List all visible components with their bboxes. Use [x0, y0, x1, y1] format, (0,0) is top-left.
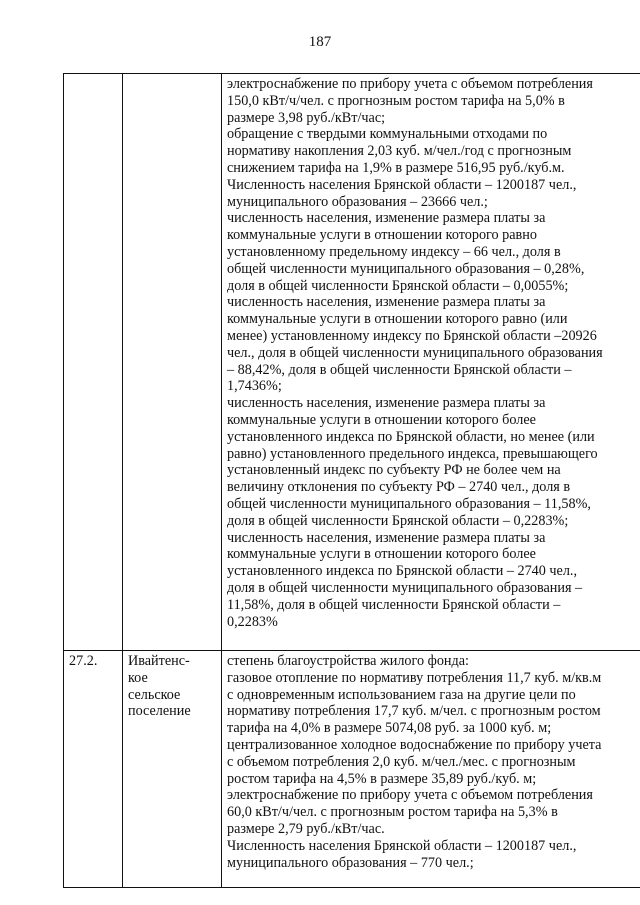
description-line: общей численности муниципального образования – 0,28%,: [227, 260, 585, 277]
description-line: 60,0 кВт/ч/чел. с прогнозным ростом тарифа на 5,3% в: [227, 804, 558, 821]
description-line: Численность населения Брянской области – 1200187 чел.,: [227, 176, 577, 193]
description-line: обращение с твердыми коммунальными отходами по: [227, 126, 548, 143]
municipality-cell: [123, 651, 222, 888]
municipality-name-line: кое: [128, 669, 148, 686]
description-line: тарифа на 4,0% в размере 5074,08 руб. за 1000 куб. м;: [227, 720, 552, 737]
description-line: численность населения, изменение размера платы за: [227, 395, 546, 412]
description-line: электроснабжение по прибору учета с объемом потребления: [227, 787, 593, 804]
municipality-name-line: сельское: [128, 686, 181, 703]
description-line: электроснабжение по прибору учета с объемом потребления: [227, 76, 593, 92]
description-line: степень благоустройства жилого фонда:: [227, 653, 469, 669]
description-line: 150,0 кВт/ч/чел. с прогнозным ростом тарифа на 5,0% в: [227, 92, 565, 109]
description-cell: [222, 651, 640, 888]
description-line: доля в общей численности Брянской области – 0,2283%;: [227, 512, 569, 529]
page-number: 187: [308, 34, 332, 50]
municipality-name-line: Ивайтенс-: [128, 653, 190, 669]
description-line: нормативу накопления 2,03 куб. м/чел./год с прогнозным: [227, 143, 572, 160]
description-line: 11,58%, доля в общей численности Брянской области –: [227, 596, 561, 613]
description-cell: [222, 74, 640, 651]
description-line: установленному предельному индексу – 66 чел., доля в: [227, 243, 561, 260]
table-row: [64, 651, 640, 888]
description-line: величину отклонения по субъекту РФ – 2740 чел., доля в: [227, 479, 571, 496]
description-line: размере 3,98 руб./кВт/час;: [227, 109, 386, 126]
description-line: с одновременным использованием газа на другие цели по: [227, 686, 576, 703]
description-line: коммунальные услуги в отношении которого равно: [227, 227, 537, 244]
description-line: размере 2,79 руб./кВт/час.: [227, 820, 385, 837]
description-line: с объемом потребления 2,0 куб. м/чел./мес. с прогнозным: [227, 753, 576, 770]
description-line: доля в общей численности Брянской области – 0,0055%;: [227, 277, 569, 294]
row-number-cell: [64, 74, 123, 651]
municipality-cell: [123, 74, 222, 651]
description-line: численность населения, изменение размера платы за: [227, 294, 546, 311]
description-line: Численность населения Брянской области – 1200187 чел.,: [227, 837, 577, 854]
description-line: общей численности муниципального образования – 11,58%,: [227, 495, 591, 512]
description-line: численность населения, изменение размера платы за: [227, 529, 546, 546]
description-line: установленного индекса по Брянской области – 2740 чел.,: [227, 563, 578, 580]
description-line: чел., доля в общей численности муниципального образования: [227, 344, 603, 361]
description-line: менее) установленному индексу по Брянской области –20926: [227, 327, 597, 344]
description-line: централизованное холодное водоснабжение по прибору учета: [227, 736, 602, 753]
description-line: муниципального образования – 770 чел.;: [227, 854, 474, 871]
description-line: доля в общей численности муниципального образования –: [227, 579, 583, 596]
municipality-name-line: поселение: [128, 703, 191, 720]
description-line: коммунальные услуги в отношении которого равно (или: [227, 311, 568, 328]
description-line: нормативу потребления 17,7 куб. м/чел. с прогнозным ростом: [227, 703, 601, 720]
description-line: установленный индекс по субъекту РФ не более чем на: [227, 462, 561, 479]
document-table: [63, 73, 640, 888]
description-line: установленного индекса по Брянской области, но менее (или: [227, 428, 595, 445]
row-number: 27.2.: [69, 653, 98, 669]
description-line: снижением тарифа на 1,9% в размере 516,95 руб./куб.м.: [227, 159, 565, 176]
description-line: коммунальные услуги в отношении которого более: [227, 546, 536, 563]
description-line: 0,2283%: [227, 613, 278, 630]
description-line: муниципального образования – 23666 чел.;: [227, 193, 488, 210]
table-row: [64, 74, 640, 651]
description-line: численность населения, изменение размера платы за: [227, 210, 546, 227]
description-line: ростом тарифа на 4,5% в размере 35,89 руб./куб. м;: [227, 770, 537, 787]
description-line: коммунальные услуги в отношении которого более: [227, 411, 536, 428]
row-number-cell: [64, 651, 123, 888]
description-line: 1,7436%;: [227, 378, 282, 395]
description-line: газовое отопление по нормативу потребления 11,7 куб. м/кв.м: [227, 669, 602, 686]
description-line: – 88,42%, доля в общей численности Брянской области –: [227, 361, 572, 378]
description-line: равно) установленного предельного индекса, превышающего: [227, 445, 598, 462]
